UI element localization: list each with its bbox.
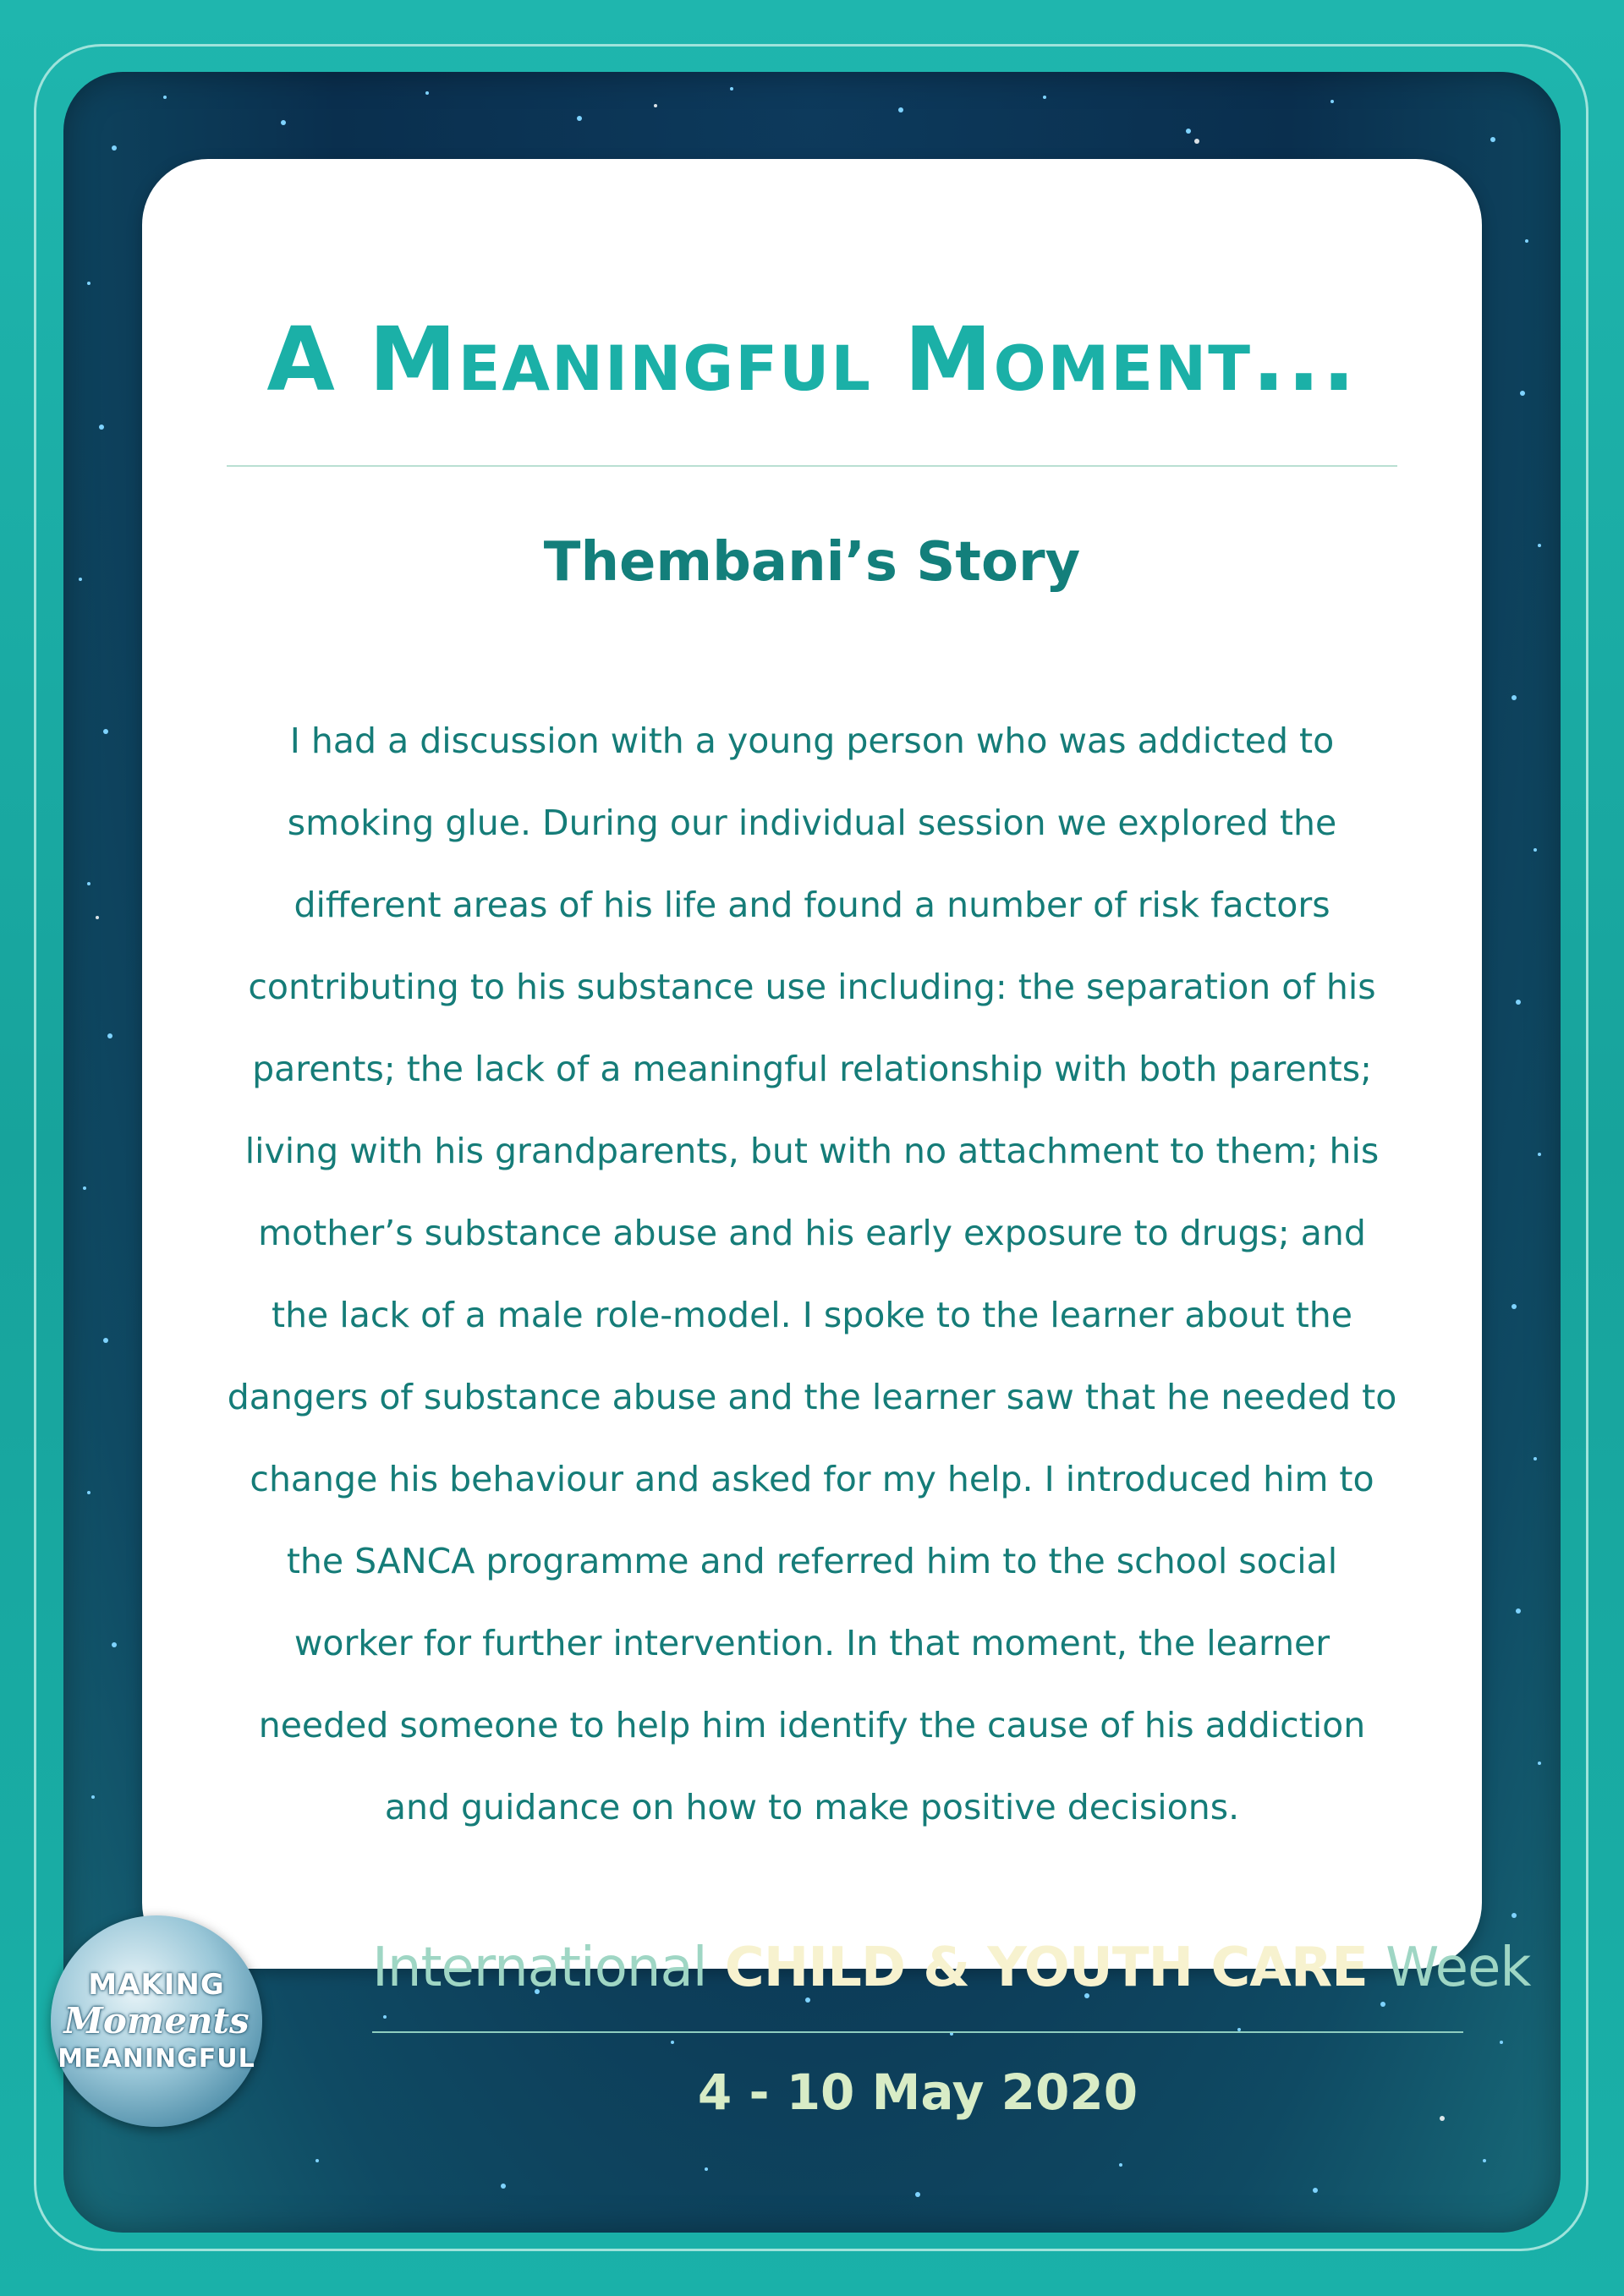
logo-line-1: MAKING (88, 1968, 225, 2002)
event-divider (372, 2031, 1463, 2033)
headline: A Meaningful Moment... (266, 308, 1358, 411)
event-title-highlight: CHILD & YOUTH CARE (724, 1937, 1368, 1999)
logo-line-2: Moments (63, 2000, 250, 2041)
event-title-suffix: Week (1385, 1937, 1531, 1999)
starry-background (63, 72, 1561, 2233)
story-body: I had a discussion with a young person who was addicted to smoking glue. During our individual session we explored the different areas of his life and found a number of risk factors contributing to his substance use including: the separation of his parents; the lack of a meaningful relationship with both parents; living with his grandparents, but with no attachment to them; his mother’s substance abuse and his early exposure to drugs; and the lack of a male role-model. I spoke to the learner about the dangers of substance abuse and the learner saw that he needed to change his behaviour and asked for my help. I introduced him to the SANCA programme and referred him to the school social worker for further intervention. In that moment, the learner needed someone to help him identify the cause of his addiction and guidance on how to make positive decisions. (227, 721, 1397, 1827)
event-title-prefix: International (372, 1937, 707, 1999)
headline-divider (227, 465, 1397, 467)
story-card (142, 159, 1482, 1969)
logo-line-3: MEANINGFUL (58, 2044, 255, 2074)
event-title (372, 1937, 1531, 1999)
story-title: Thembani’s Story (543, 531, 1081, 594)
event-dates: 4 - 10 May 2020 (697, 2063, 1138, 2121)
making-moments-meaningful-logo (51, 1915, 262, 2127)
